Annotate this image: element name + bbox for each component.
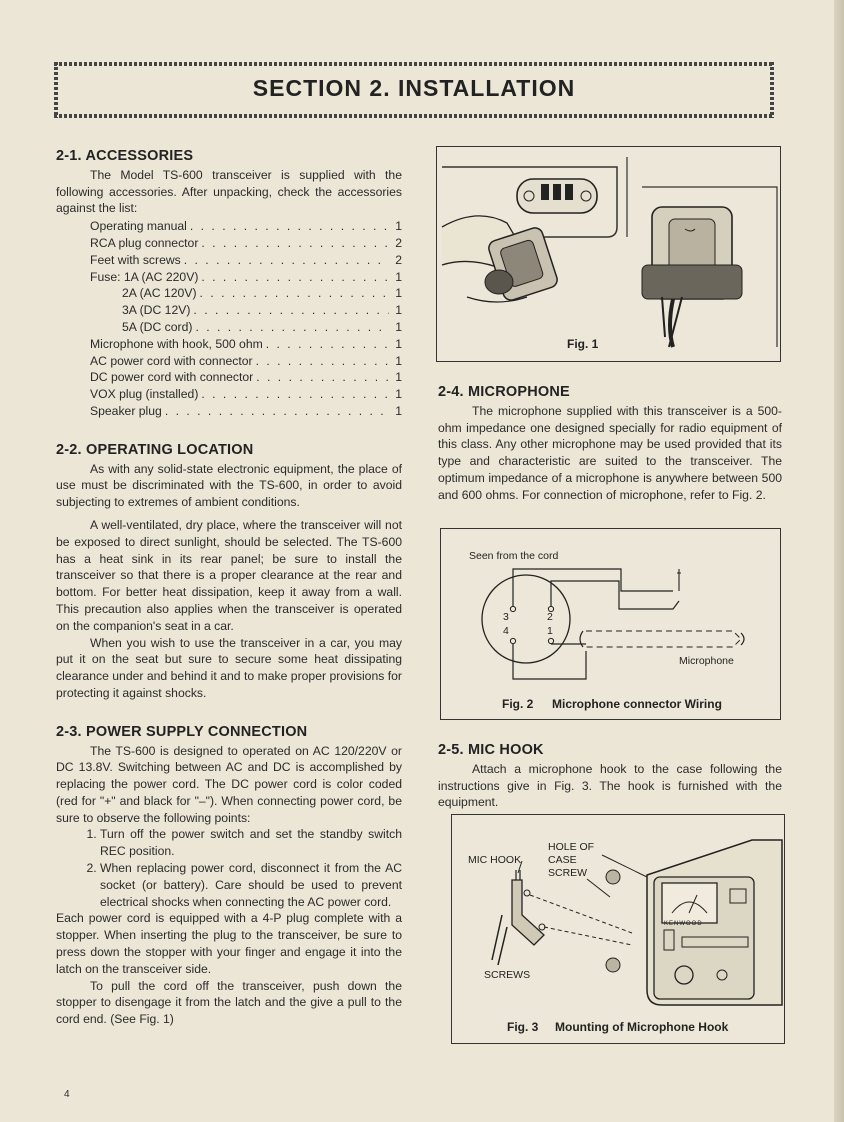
- accessory-qty: 1: [395, 403, 402, 418]
- accessory-label: 3A (DC 12V): [122, 303, 191, 318]
- accessory-row: [90, 386, 402, 403]
- fig2-caption: Microphone connector Wiring: [552, 697, 722, 711]
- leader-dots: [201, 386, 389, 403]
- accessories-list: [90, 218, 402, 420]
- accessory-qty: 1: [395, 353, 402, 368]
- accessory-row: [90, 319, 402, 336]
- power-plug-illustration: [437, 147, 780, 361]
- location-paragraph-2: A well-ventilated, dry place, where the transceiver will not be exposed to direct sunlight, should be selected. The TS-600 has a heat sink in its rear panel; be sure to install the transceiver so that there is a proper clearance at the rear and bottom. For better heat dissipation, keep it away from a wall. This precaution also applies when the transceiver is operated on the companion's seat in a car.: [56, 517, 402, 633]
- screws-label: SCREWS: [484, 969, 531, 981]
- section-title: SECTION 2. INSTALLATION: [252, 75, 576, 101]
- mic-hook-mounting-illustration: [452, 815, 784, 1011]
- accessory-qty: 2: [395, 235, 402, 250]
- hole-of-label: HOLE OF: [548, 841, 595, 853]
- accessory-qty: 2: [395, 252, 402, 267]
- microphone-heading: 2-4. MICROPHONE: [438, 384, 570, 400]
- screw-label: SCREW: [548, 867, 588, 879]
- page-edge: [834, 0, 844, 1122]
- pin-1-label: 1: [547, 625, 553, 637]
- mic-hook-section: [438, 742, 782, 811]
- accessory-row: [90, 336, 402, 353]
- fig2-label: Fig. 2: [502, 697, 534, 711]
- accessory-label: Speaker plug: [90, 403, 162, 418]
- location-heading: 2-2. OPERATING LOCATION: [56, 441, 254, 458]
- leader-dots: [195, 319, 389, 336]
- accessory-row: [90, 403, 402, 420]
- accessories-intro: The Model TS-600 transceiver is supplied with the following accessories. After unpacking, check the accessories against the list:: [56, 167, 402, 216]
- accessory-qty: 1: [395, 219, 402, 234]
- case-label: CASE: [548, 854, 577, 866]
- accessory-qty: 1: [395, 387, 402, 402]
- pin-3-label: 3: [503, 611, 509, 623]
- section-banner: [54, 62, 774, 118]
- microphone-paragraph: The microphone supplied with this transceiver is a 500-ohm impedance one designed specially for radio equipment of this class. Any other microphone may be used provided that its type and characteristic are suited to the transceiver. The optimum impedance of a microphone is anywhere between 500 and 600 ohms. For connection of microphone, refer to Fig. 2.: [438, 403, 782, 502]
- leader-dots: [193, 302, 389, 319]
- accessory-row: [90, 235, 402, 252]
- leader-dots: [201, 235, 389, 252]
- page-number: 4: [64, 1089, 70, 1100]
- accessory-qty: 1: [395, 370, 402, 385]
- leader-dots: [200, 285, 389, 302]
- leader-dots: [184, 252, 389, 269]
- microphone-label: Microphone: [679, 655, 734, 667]
- pin-2-label: 2: [547, 611, 553, 623]
- power-paragraph-3: To pull the cord off the transceiver, push down the stopper to disengage it from the latch and the give a pull to the cord end. (See Fig. 1): [56, 978, 402, 1027]
- accessory-qty: 1: [395, 269, 402, 284]
- accessory-label: RCA plug connector: [90, 235, 199, 250]
- accessory-label: AC power cord with connector: [90, 353, 253, 368]
- mic-hook-label: MIC HOOK: [468, 854, 522, 866]
- power-heading: 2-3. POWER SUPPLY CONNECTION: [56, 723, 308, 740]
- leader-dots: [256, 369, 389, 386]
- microphone-section: [438, 384, 782, 504]
- accessory-qty: 1: [395, 286, 402, 301]
- leader-dots: [256, 353, 389, 370]
- accessory-label: 2A (AC 120V): [122, 286, 197, 301]
- brand-label: KENWOOD: [664, 921, 703, 927]
- location-paragraph-3: When you wish to use the transceiver in a car, you may put it on the seat but sure to secure some heat dissipating clearance under and behind it and to make proper provisions for protecting it against shocks.: [56, 635, 402, 700]
- accessory-qty: 1: [395, 336, 402, 351]
- accessory-label: VOX plug (installed): [90, 387, 199, 402]
- fig3-caption: Mounting of Microphone Hook: [555, 1020, 729, 1034]
- leader-dots: [165, 403, 389, 420]
- location-paragraph-1: As with any solid-state electronic equipment, the place of use must be discriminated with the TS-600, in order to avoid subjecting to extremes of ambient conditions.: [56, 461, 402, 510]
- power-steps: [56, 826, 402, 910]
- accessory-row: [90, 269, 402, 286]
- accessory-row: [90, 369, 402, 386]
- accessory-label: 5A (DC cord): [122, 319, 193, 334]
- power-paragraph-1: The TS-600 is designed to operated on AC 120/220V or DC 13.8V. Switching between AC and DC is accomplished by replacing the power cord. The DC power cord is color coded (red for "+" and black for "–"). When connecting power cord, be sure to observe the following points:: [56, 743, 402, 825]
- accessory-label: Operating manual: [90, 219, 187, 234]
- figure-3: [451, 814, 785, 1044]
- pin-4-label: 4: [503, 625, 509, 637]
- power-paragraph-2: Each power cord is equipped with a 4-P plug complete with a stopper. When inserting the plug to the transceiver, be sure to press down the stopper with your finger and engage it into the latch on the transceiver side.: [56, 911, 402, 976]
- mic-hook-paragraph: Attach a microphone hook to the case following the instructions give in Fig. 3. The hook is furnished with the equipment.: [438, 761, 782, 810]
- figure-1: [436, 146, 781, 362]
- fig3-label: Fig. 3: [507, 1020, 539, 1034]
- accessory-row: [90, 218, 402, 235]
- power-step-2: 2. When replacing power cord, disconnect it from the AC socket (or battery). Care should be used to prevent electrical shocks when connecting the AC power cord.: [100, 860, 402, 910]
- mic-hook-heading: 2-5. MIC HOOK: [438, 742, 544, 758]
- accessory-label: Feet with screws: [90, 252, 181, 267]
- accessory-label: Microphone with hook, 500 ohm: [90, 336, 263, 351]
- figure-2: [440, 528, 781, 720]
- accessory-label: Fuse: 1A (AC 220V): [90, 269, 199, 284]
- accessories-heading: 2-1. ACCESSORIES: [56, 148, 194, 164]
- fig2-seen-from: Seen from the cord: [469, 550, 559, 562]
- accessory-row: [90, 285, 402, 302]
- accessory-row: [90, 252, 402, 269]
- accessory-qty: 1: [395, 319, 402, 334]
- accessory-row: [90, 302, 402, 319]
- leader-dots: [190, 218, 389, 235]
- left-column: [56, 148, 402, 1028]
- power-step-1: 1. Turn off the power switch and set the standby switch REC position.: [100, 826, 402, 860]
- accessory-label: DC power cord with connector: [90, 370, 254, 385]
- leader-dots: [201, 269, 389, 286]
- fig1-caption: Fig. 1: [567, 337, 599, 351]
- accessory-qty: 1: [395, 303, 402, 318]
- accessory-row: [90, 353, 402, 370]
- leader-dots: [266, 336, 389, 353]
